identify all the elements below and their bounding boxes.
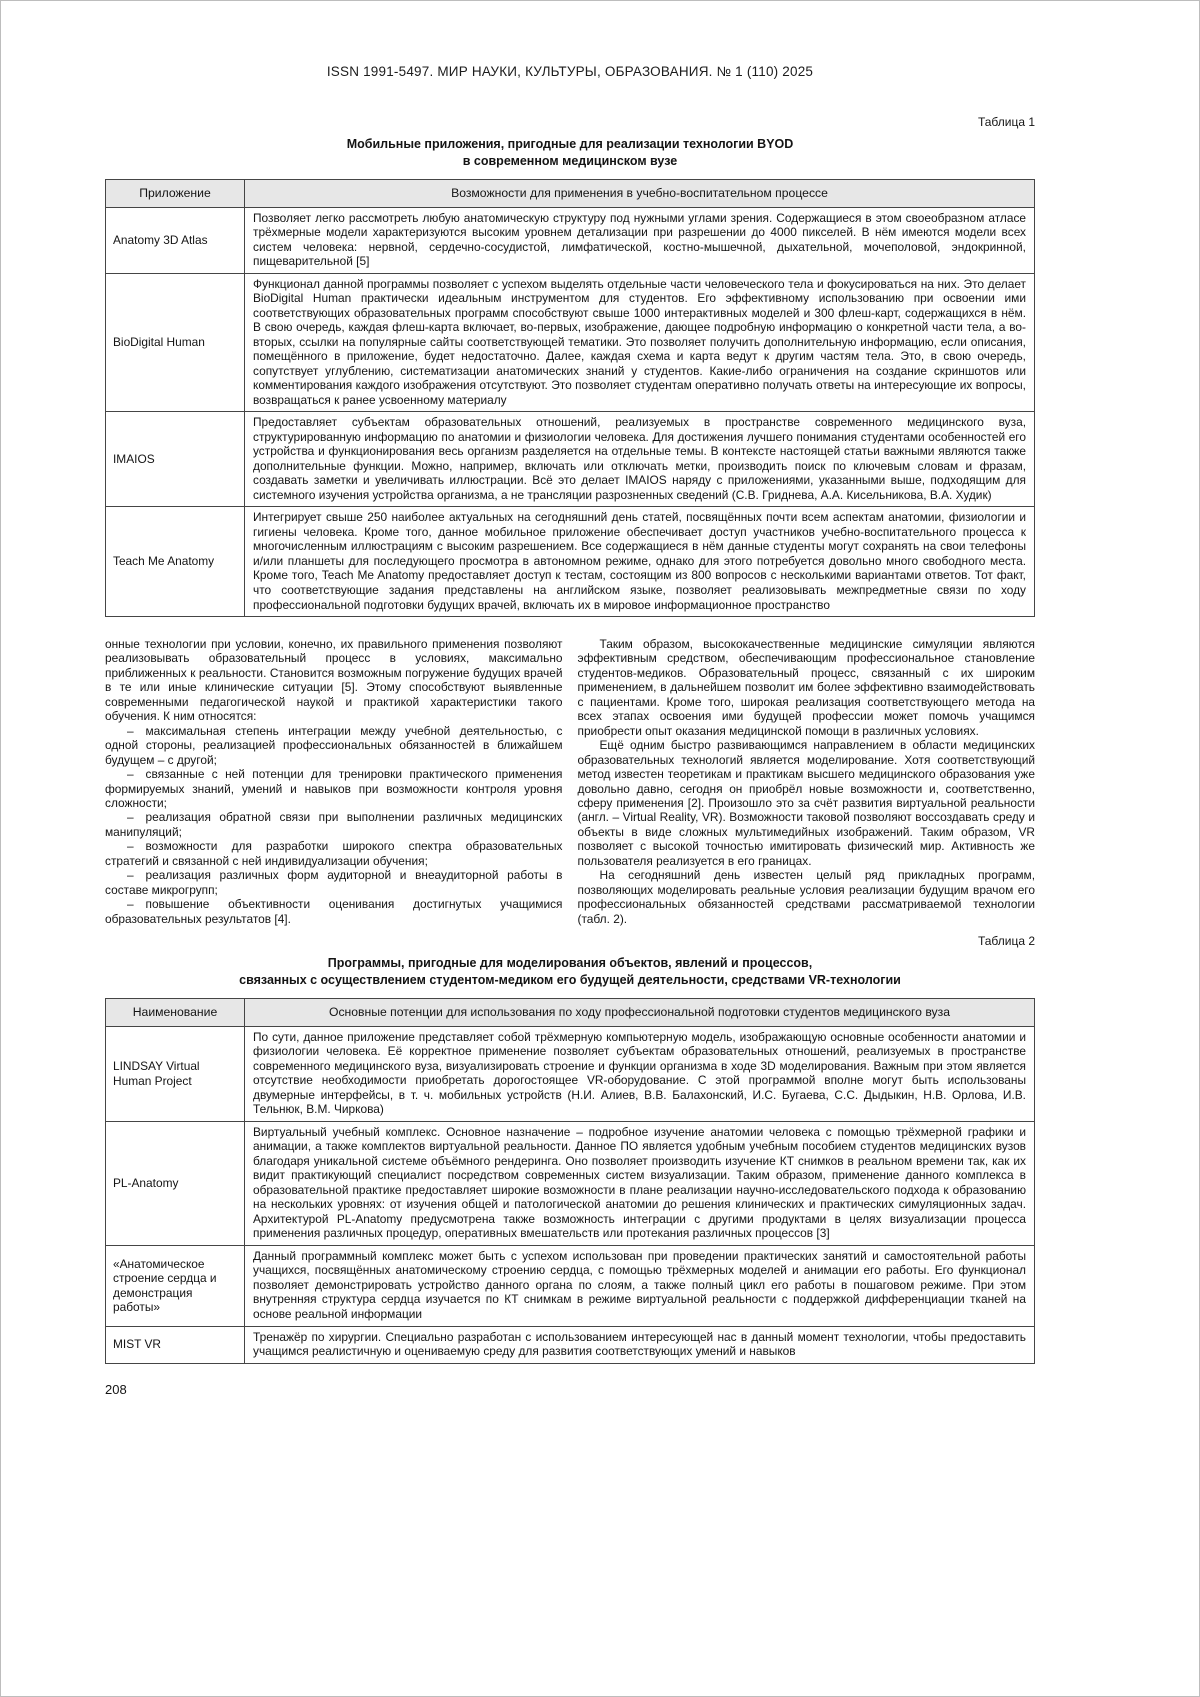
program-description-cell: Виртуальный учебный комплекс. Основное назначение – подробное изучение анатомии человека с помощью трёхмерной графики и анимации, а также комплектов виртуальной реальности. Данное ПО является удобным учебным пособием студентов медицинских вузов благодаря уникальной системе объёмного рендеринга. Оно позволяет производить изучение КТ снимков в реальном времени так, как их видит практикующий специалист посредством современных систем визуализации. Таким образом, применение данного комплекса в образовательной практике предоставляет широкие возможности в плане реализации научно-исследовательского подхода к образованию на нескольких уровнях: от изучения общей и патологической анатомии до решения клинических и практических симуляционных задач. Архитектурой PL-Anatomy предусмотрена также возможность интеграции с другими продуктами в целях визуализации процесса применения различных процедур, оперативных вмешательств или протекания различных процессов [3] <box>245 1121 1035 1245</box>
page-content <box>105 0 1035 1397</box>
table-row <box>106 273 1035 412</box>
column-header-potentials: Основные потенции для использования по ходу профессиональной подготовки студентов медицинского вуза <box>245 998 1035 1026</box>
program-name-cell: PL-Anatomy <box>106 1121 245 1245</box>
program-name-cell: MIST VR <box>106 1326 245 1363</box>
program-description-cell: По сути, данное приложение представляет собой трёхмерную компьютерную модель, изображающую основные особенности анатомии и физиологии человека. Её корректное применение позволяет субъектам образовательных отношений, реализуемых в пространстве современного медицинского вуза, визуализировать строение и функции организма в ходе 3D моделирования. Важным при этом является отсутствие необходимости приобретать дорогостоящее VR-оборудование. С этой программой вполне могут быть использованы двумерные интерфейсы, в т. ч. мобильных устройств (Н.И. Алиев, В.В. Балахонский, И.С. Бугаева, С.С. Дыдыкин, Н.В. Орлова, И.В. Тельнюк, В.М. Чиркова) <box>245 1026 1035 1121</box>
app-description-cell: Позволяет легко рассмотреть любую анатомическую структуру под нужными углами зрения. Содержащиеся в этом своеобразном атласе трёхмерные модели характеризуются высоким уровнем детализации при разрешении до 4000 пикселей. В нём имеются модели всех систем человека: нервной, сердечно-сосудистой, лимфатической, костно-мышечной, дыхательной, мочеполовой, эндокринной, пищеварительной [5] <box>245 207 1035 273</box>
list-item: – повышение объективности оценивания достигнутых учащимися образовательных результатов [4]. <box>105 897 563 926</box>
column-header-capabilities: Возможности для применения в учебно-воспитательном процессе <box>245 179 1035 207</box>
table2-title-line2: связанных с осуществлением студентом-медиком его будущей деятельности, средствами VR-технологии <box>239 972 901 987</box>
table1-title-line1: Мобильные приложения, пригодные для реализации технологии BYOD <box>346 137 794 151</box>
table1-title <box>105 136 1035 170</box>
byod-apps-table <box>105 179 1035 617</box>
app-description-cell: Интегрирует свыше 250 наиболее актуальных на сегодняшний день статей, посвящённых почти всем аспектам анатомии, физиологии и гигиены человека. Кроме того, данное мобильное приложение обеспечивает доступ участников учебно-воспитательного процесса к многочисленным иллюстрациям с высоким разрешением. Все содержащиеся в нём данные студенты могут сохранять на свои телефоны и/или планшеты для последующего просмотра в автономном режиме, однако для этого потребуется довольно много свободного места. Кроме того, Teach Me Anatomy предоставляет доступ к тестам, состоящим из 800 вопросов с несколькими вариантами ответов. Тот факт, что соответствующие задания представлены на английском языке, позволяет реализовывать межпредметные связи по ходу профессиональной подготовки будущих врачей, включать их в мировое информационное пространство <box>245 507 1035 617</box>
list-item: – реализация различных форм аудиторной и внеаудиторной работы в составе микрогрупп; <box>105 868 563 897</box>
app-name-cell: BioDigital Human <box>106 273 245 412</box>
table-row <box>106 412 1035 507</box>
table-row <box>106 507 1035 617</box>
program-name-cell: «Анатомическое строение сердца и демонстрация работы» <box>106 1245 245 1326</box>
app-name-cell: Anatomy 3D Atlas <box>106 207 245 273</box>
list-item: – возможности для разработки широкого спектра образовательных стратегий и связанной с ней индивидуализации обучения; <box>105 839 563 868</box>
table2-title <box>105 955 1035 989</box>
app-name-cell: Teach Me Anatomy <box>106 507 245 617</box>
body-paragraph: Ещё одним быстро развивающимся направлением в области медицинских образовательных технологий является моделирование. Хотя соответствующий метод известен теоретикам и практикам высшего медицинского образования уже довольно давно, сегодня он приобрёл новые возможности и, соответственно, сферу применения [2]. Произошло это за счёт развития виртуальной реальности (англ. – Virtual Reality, VR). Возможности таковой позволяют воссоздавать среду и объекты в виде сложных мультимедийных изображений. Таким образом, VR позволяет с высокой точностью имитировать физический мир. Активность же пользователя реализуется в его границах. <box>577 738 1035 868</box>
body-paragraph: На сегодняшний день известен целый ряд прикладных программ, позволяющих моделировать реальные условия реализации будущим врачом его профессиональных обязанностей средствами рассматриваемой технологии (табл. 2). <box>577 868 1035 926</box>
table2-title-line1: Программы, пригодные для моделирования объектов, явлений и процессов, <box>327 956 813 971</box>
column-header-application: Приложение <box>106 179 245 207</box>
page-number: 208 <box>105 1381 127 1397</box>
left-column <box>105 637 563 926</box>
list-item: – связанные с ней потенции для тренировки практического применения формируемых знаний, умений и навыков при возможности контроля уровня сложности; <box>105 767 563 811</box>
program-description-cell: Тренажёр по хирургии. Специально разработан с использованием интересующей нас в данный момент технологии, чтобы предоставить учащимся реалистичную и оцениваемую среду для развития соответствующих умений и навыков <box>245 1326 1035 1363</box>
table1-caption: Таблица 1 <box>977 115 1035 129</box>
table-row <box>106 1026 1035 1121</box>
list-item: – реализация обратной связи при выполнении различных медицинских манипуляций; <box>105 810 563 839</box>
table-row <box>106 1245 1035 1326</box>
app-description-cell: Функционал данной программы позволяет с успехом выделять отдельные части человеческого тела и фокусироваться на них. Это делает BioDigital Human практически идеальным инструментом для студентов. Его эффективному использованию при освоении ими соответствующих образовательных программ способствуют свыше 1000 интерактивных моделей и 300 флеш-карт, содержащихся в нём. В свою очередь, каждая флеш-карта включает, во-первых, изображение, дающее подробную информацию о конкретной части тела, а во-вторых, ссылки на популярные сайты соответствующей тематики. Это позволяет получить дополнительную информацию, если описания, помещённого в приложение, будет недостаточно. Далее, каждая схема и карта ведут к другим частям тела. Это, в свою очередь, сопутствует углублению, систематизации анатомических знаний у студентов. Какие-либо ограничения на создание скриншотов или комментирования каждого изображения отсутствуют. Это позволяет студентам оперативно получать ответы на интересующие их вопросы, возвращаться к ранее усвоенному материалу <box>245 273 1035 412</box>
body-paragraph: онные технологии при условии, конечно, их правильного применения позволяют реализовывать образовательный процесс в условиях, максимально приближенных к реальности. Становится возможным погружение будущих врачей в те или иные клинические ситуации [5]. Этому способствуют выявленные современными педагогической наукой и практикой характеристики такого обучения. К ним относятся: <box>105 637 563 724</box>
program-description-cell: Данный программный комплекс может быть с успехом использован при проведении практических занятий и самостоятельной работы учащихся, посвящённых анатомическому строению сердца, с помощью трёхмерных моделей и анимации его работы. Его функционал позволяет демонстрировать устройство данного органа по слоям, а также полный цикл его работы в пошаговом режиме. При этом внутренняя структура сердца изучается по КТ снимкам в режиме виртуальной реальности с поддержкой дифференциации тканей на основе реальной информации <box>245 1245 1035 1326</box>
list-item: – максимальная степень интеграции между учебной деятельностью, с одной стороны, реализацией профессиональных обязанностей в ближайшем будущем – с другой; <box>105 723 563 767</box>
table-row <box>106 1121 1035 1245</box>
table-header-row <box>106 998 1035 1026</box>
table2-caption: Таблица 2 <box>977 934 1035 949</box>
journal-header: ISSN 1991-5497. МИР НАУКИ, КУЛЬТУРЫ, ОБРАЗОВАНИЯ. № 1 (110) 2025 <box>326 64 814 79</box>
column-header-name: Наименование <box>106 998 245 1026</box>
app-description-cell: Предоставляет субъектам образовательных отношений, реализуемых в пространстве современного медицинского вуза, структурированную информацию по анатомии и физиологии человека. Для достижения лучшего понимания студентами особенностей его устройства и функционирования весь организм разделяется на отдельные темы. В контексте настоящей статьи важными являются также дополнительные функции. Можно, например, включать или отключать метки, производить поиск по ключевым словам и фразам, создавать заметки и увеличивать иллюстрации. Всё это делает IMAIOS наряду с приложениями, указанными выше, подходящим для системного изучения устройства организма, а не трансляции разрозненных сведений (С.В. Гриднева, А.А. Кисельникова, В.А. Худик) <box>245 412 1035 507</box>
body-text <box>105 637 1035 926</box>
vr-programs-table <box>105 998 1035 1364</box>
app-name-cell: IMAIOS <box>106 412 245 507</box>
program-name-cell: LINDSAY Virtual Human Project <box>106 1026 245 1121</box>
table-row <box>106 207 1035 273</box>
body-paragraph: Таким образом, высококачественные медицинские симуляции являются эффективным средством, обеспечивающим профессиональное становление студентов-медиков. Образовательный процесс, связанный с их широким применением, в дальнейшем позволит им более эффективно взаимодействовать с пациентами. Кроме того, широкая реализация соответствующего метода на всех этапах освоения ими будущей профессии может помочь учащимся приобрести опыт оказания медицинской помощи в различных условиях. <box>577 637 1035 738</box>
table1-title-line2: в современном медицинском вузе <box>462 153 678 168</box>
table-row <box>106 1326 1035 1363</box>
table-header-row <box>106 179 1035 207</box>
right-column <box>578 637 1036 926</box>
